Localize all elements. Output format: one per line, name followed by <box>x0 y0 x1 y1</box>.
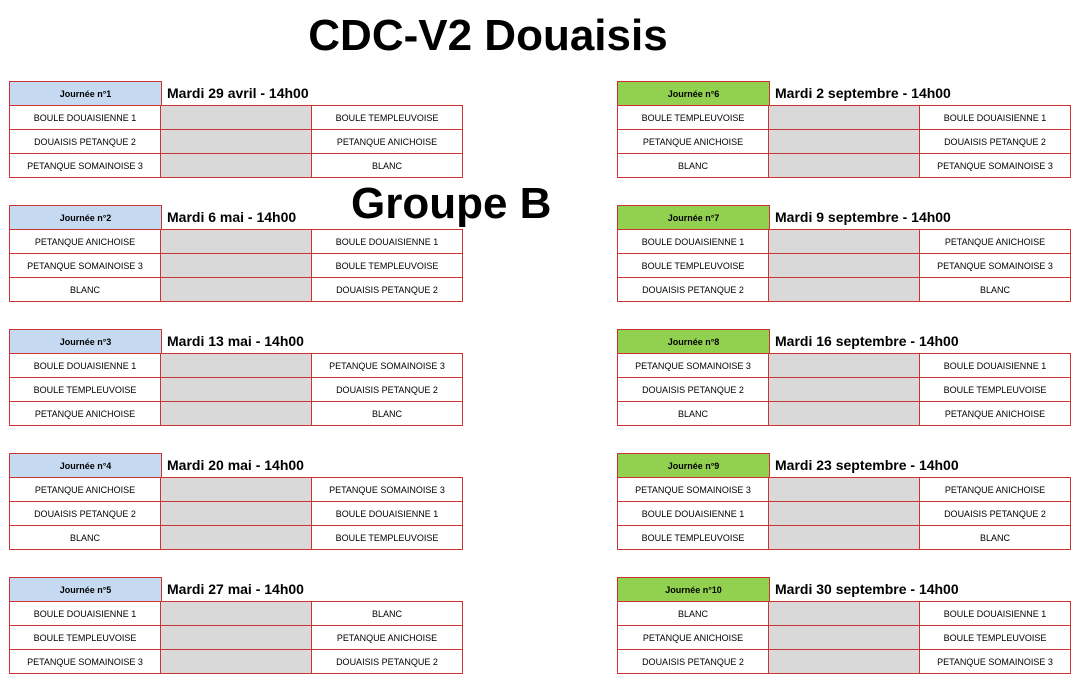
round-date: Mardi 29 avril - 14h00 <box>167 85 309 101</box>
match-row <box>618 526 1071 550</box>
score-cell <box>769 254 920 278</box>
matches-table <box>9 105 463 178</box>
score-cell <box>769 154 920 178</box>
away-team: PETANQUE SOMAINOISE 3 <box>920 154 1071 178</box>
match-row <box>10 526 463 550</box>
away-team: DOUAISIS PETANQUE 2 <box>920 130 1071 154</box>
score-cell <box>769 278 920 302</box>
match-row <box>618 230 1071 254</box>
round-date: Mardi 9 septembre - 14h00 <box>775 209 951 225</box>
round-date: Mardi 16 septembre - 14h00 <box>775 333 959 349</box>
score-cell <box>161 154 312 178</box>
match-row <box>618 602 1071 626</box>
match-row <box>618 154 1071 178</box>
round-date: Mardi 23 septembre - 14h00 <box>775 457 959 473</box>
score-cell <box>161 526 312 550</box>
matches-table <box>617 105 1071 178</box>
round-date: Mardi 30 septembre - 14h00 <box>775 581 959 597</box>
match-row <box>10 354 463 378</box>
score-cell <box>161 650 312 674</box>
round-label: Journée n°2 <box>9 205 162 230</box>
round-block <box>9 81 464 183</box>
match-row <box>618 626 1071 650</box>
home-team: BOULE TEMPLEUVOISE <box>618 526 769 550</box>
round-block <box>9 205 464 307</box>
home-team: BOULE DOUAISIENNE 1 <box>10 354 161 378</box>
away-team: BOULE TEMPLEUVOISE <box>312 526 463 550</box>
score-cell <box>161 502 312 526</box>
score-cell <box>769 602 920 626</box>
home-team: PETANQUE ANICHOISE <box>10 230 161 254</box>
home-team: BOULE DOUAISIENNE 1 <box>618 502 769 526</box>
round-label: Journée n°10 <box>617 577 770 602</box>
score-cell <box>769 402 920 426</box>
away-team: PETANQUE ANICHOISE <box>312 626 463 650</box>
match-row <box>618 650 1071 674</box>
round-label: Journée n°1 <box>9 81 162 106</box>
score-cell <box>161 402 312 426</box>
round-block <box>617 329 1072 431</box>
round-block <box>9 453 464 555</box>
match-row <box>10 278 463 302</box>
round-date: Mardi 6 mai - 14h00 <box>167 209 297 225</box>
away-team: PETANQUE ANICHOISE <box>920 478 1071 502</box>
away-team: BLANC <box>920 526 1071 550</box>
home-team: BOULE DOUAISIENNE 1 <box>618 230 769 254</box>
away-team: PETANQUE SOMAINOISE 3 <box>920 650 1071 674</box>
matches-table <box>617 353 1071 426</box>
away-team: DOUAISIS PETANQUE 2 <box>312 378 463 402</box>
match-row <box>10 154 463 178</box>
home-team: PETANQUE ANICHOISE <box>10 478 161 502</box>
round-label: Journée n°7 <box>617 205 770 230</box>
home-team: DOUAISIS PETANQUE 2 <box>618 650 769 674</box>
home-team: BLANC <box>618 402 769 426</box>
home-team: PETANQUE SOMAINOISE 3 <box>618 478 769 502</box>
home-team: DOUAISIS PETANQUE 2 <box>10 502 161 526</box>
match-row <box>618 130 1071 154</box>
home-team: DOUAISIS PETANQUE 2 <box>618 278 769 302</box>
home-team: BOULE DOUAISIENNE 1 <box>10 106 161 130</box>
home-team: BOULE DOUAISIENNE 1 <box>10 602 161 626</box>
away-team: BOULE DOUAISIENNE 1 <box>920 106 1071 130</box>
round-date: Mardi 2 septembre - 14h00 <box>775 85 951 101</box>
score-cell <box>769 650 920 674</box>
group-title: Groupe B <box>351 179 552 228</box>
away-team: PETANQUE ANICHOISE <box>920 402 1071 426</box>
home-team: BOULE TEMPLEUVOISE <box>10 626 161 650</box>
match-row <box>10 378 463 402</box>
score-cell <box>769 526 920 550</box>
score-cell <box>161 602 312 626</box>
score-cell <box>161 254 312 278</box>
matches-table <box>9 229 463 302</box>
home-team: BOULE TEMPLEUVOISE <box>618 106 769 130</box>
round-label: Journée n°5 <box>9 577 162 602</box>
home-team: BLANC <box>10 278 161 302</box>
home-team: BOULE TEMPLEUVOISE <box>618 254 769 278</box>
round-block <box>617 453 1072 555</box>
score-cell <box>161 278 312 302</box>
home-team: PETANQUE SOMAINOISE 3 <box>10 154 161 178</box>
score-cell <box>769 502 920 526</box>
home-team: PETANQUE SOMAINOISE 3 <box>618 354 769 378</box>
away-team: BOULE TEMPLEUVOISE <box>920 378 1071 402</box>
away-team: BOULE DOUAISIENNE 1 <box>920 602 1071 626</box>
match-row <box>10 650 463 674</box>
matches-table <box>617 229 1071 302</box>
round-block <box>617 205 1072 307</box>
match-row <box>618 106 1071 130</box>
score-cell <box>161 230 312 254</box>
match-row <box>10 106 463 130</box>
round-date: Mardi 27 mai - 14h00 <box>167 581 304 597</box>
score-cell <box>769 378 920 402</box>
home-team: BLANC <box>618 602 769 626</box>
matches-table <box>9 353 463 426</box>
match-row <box>618 478 1071 502</box>
away-team: DOUAISIS PETANQUE 2 <box>920 502 1071 526</box>
away-team: BOULE DOUAISIENNE 1 <box>312 230 463 254</box>
round-date: Mardi 13 mai - 14h00 <box>167 333 304 349</box>
home-team: PETANQUE ANICHOISE <box>618 626 769 650</box>
score-cell <box>769 626 920 650</box>
home-team: PETANQUE ANICHOISE <box>618 130 769 154</box>
away-team: BOULE DOUAISIENNE 1 <box>920 354 1071 378</box>
score-cell <box>161 130 312 154</box>
match-row <box>618 254 1071 278</box>
match-row <box>10 602 463 626</box>
match-row <box>10 478 463 502</box>
score-cell <box>769 230 920 254</box>
away-team: BLANC <box>312 154 463 178</box>
score-cell <box>769 354 920 378</box>
score-cell <box>161 106 312 130</box>
match-row <box>10 230 463 254</box>
home-team: DOUAISIS PETANQUE 2 <box>10 130 161 154</box>
score-cell <box>161 478 312 502</box>
round-label: Journée n°3 <box>9 329 162 354</box>
away-team: BLANC <box>312 602 463 626</box>
round-block <box>9 329 464 431</box>
match-row <box>10 626 463 650</box>
round-label: Journée n°9 <box>617 453 770 478</box>
score-cell <box>161 626 312 650</box>
match-row <box>10 254 463 278</box>
away-team: BOULE TEMPLEUVOISE <box>312 254 463 278</box>
round-block <box>617 81 1072 183</box>
match-row <box>618 402 1071 426</box>
away-team: PETANQUE SOMAINOISE 3 <box>312 478 463 502</box>
match-row <box>10 402 463 426</box>
away-team: PETANQUE ANICHOISE <box>920 230 1071 254</box>
round-block <box>9 577 464 679</box>
home-team: PETANQUE SOMAINOISE 3 <box>10 650 161 674</box>
score-cell <box>769 106 920 130</box>
page-title: CDC-V2 Douaisis <box>308 11 668 60</box>
away-team: BLANC <box>312 402 463 426</box>
away-team: BOULE TEMPLEUVOISE <box>312 106 463 130</box>
score-cell <box>161 354 312 378</box>
home-team: PETANQUE SOMAINOISE 3 <box>10 254 161 278</box>
home-team: BOULE TEMPLEUVOISE <box>10 378 161 402</box>
match-row <box>10 130 463 154</box>
match-row <box>10 502 463 526</box>
away-team: PETANQUE SOMAINOISE 3 <box>312 354 463 378</box>
away-team: BOULE DOUAISIENNE 1 <box>312 502 463 526</box>
score-cell <box>161 378 312 402</box>
match-row <box>618 502 1071 526</box>
home-team: PETANQUE ANICHOISE <box>10 402 161 426</box>
matches-table <box>617 601 1071 674</box>
away-team: DOUAISIS PETANQUE 2 <box>312 650 463 674</box>
home-team: DOUAISIS PETANQUE 2 <box>618 378 769 402</box>
home-team: BLANC <box>10 526 161 550</box>
round-label: Journée n°8 <box>617 329 770 354</box>
away-team: BOULE TEMPLEUVOISE <box>920 626 1071 650</box>
away-team: BLANC <box>920 278 1071 302</box>
matches-table <box>9 477 463 550</box>
round-date: Mardi 20 mai - 14h00 <box>167 457 304 473</box>
matches-table <box>9 601 463 674</box>
matches-table <box>617 477 1071 550</box>
score-cell <box>769 478 920 502</box>
score-cell <box>769 130 920 154</box>
home-team: BLANC <box>618 154 769 178</box>
match-row <box>618 378 1071 402</box>
away-team: PETANQUE SOMAINOISE 3 <box>920 254 1071 278</box>
round-block <box>617 577 1072 679</box>
away-team: DOUAISIS PETANQUE 2 <box>312 278 463 302</box>
match-row <box>618 354 1071 378</box>
round-label: Journée n°6 <box>617 81 770 106</box>
round-label: Journée n°4 <box>9 453 162 478</box>
match-row <box>618 278 1071 302</box>
away-team: PETANQUE ANICHOISE <box>312 130 463 154</box>
